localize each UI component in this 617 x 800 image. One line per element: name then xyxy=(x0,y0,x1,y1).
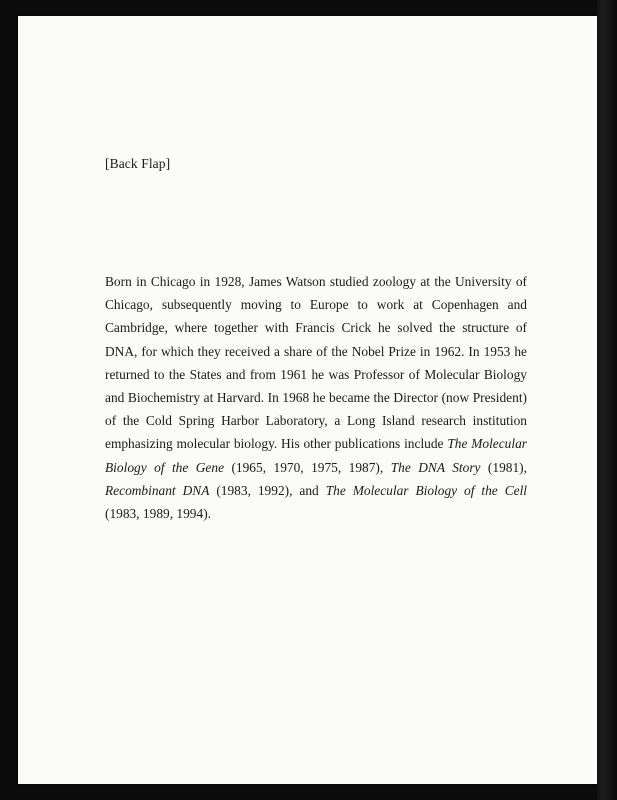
scan-background-edge xyxy=(597,0,617,800)
paragraph-text-1: (1965, 1970, 1975, 1987), xyxy=(224,459,391,475)
paragraph-text-4: (1983, 1989, 1994). xyxy=(105,506,212,522)
page-heading: [Back Flap] xyxy=(105,156,171,171)
book-title-dna-story: The DNA Story xyxy=(390,459,481,475)
biography-paragraph xyxy=(105,270,527,525)
paragraph-intro: Born in Chicago in 1928, James Watson studied zoology at the University of Chicago, subsequently moving to Europe to work at Copenhagen and Cambridge, where together with Francis Crick he solved the structure of DNA, for which they received a share of the Nobel Prize in 1962. In 1953 he returned to the States and from 1961 he was Professor of Molecular Biology and Biochemistry at Harvard. In 1968 he became the Director (now President) of the Cold Spring Harbor Laboratory, a Long Island research institution emphasizing molecular biology. His other publications include xyxy=(105,274,527,452)
book-title-gene: The Molecular Biology of the Gene xyxy=(105,436,527,475)
book-title-recombinant-dna: Recombinant DNA xyxy=(105,482,210,498)
document-page xyxy=(18,16,597,784)
paragraph-text-2: (1981), xyxy=(480,459,527,475)
book-title-cell: The Molecular Biology of the Cell xyxy=(325,482,528,498)
paragraph-text-3: (1983, 1992), and xyxy=(209,482,326,498)
